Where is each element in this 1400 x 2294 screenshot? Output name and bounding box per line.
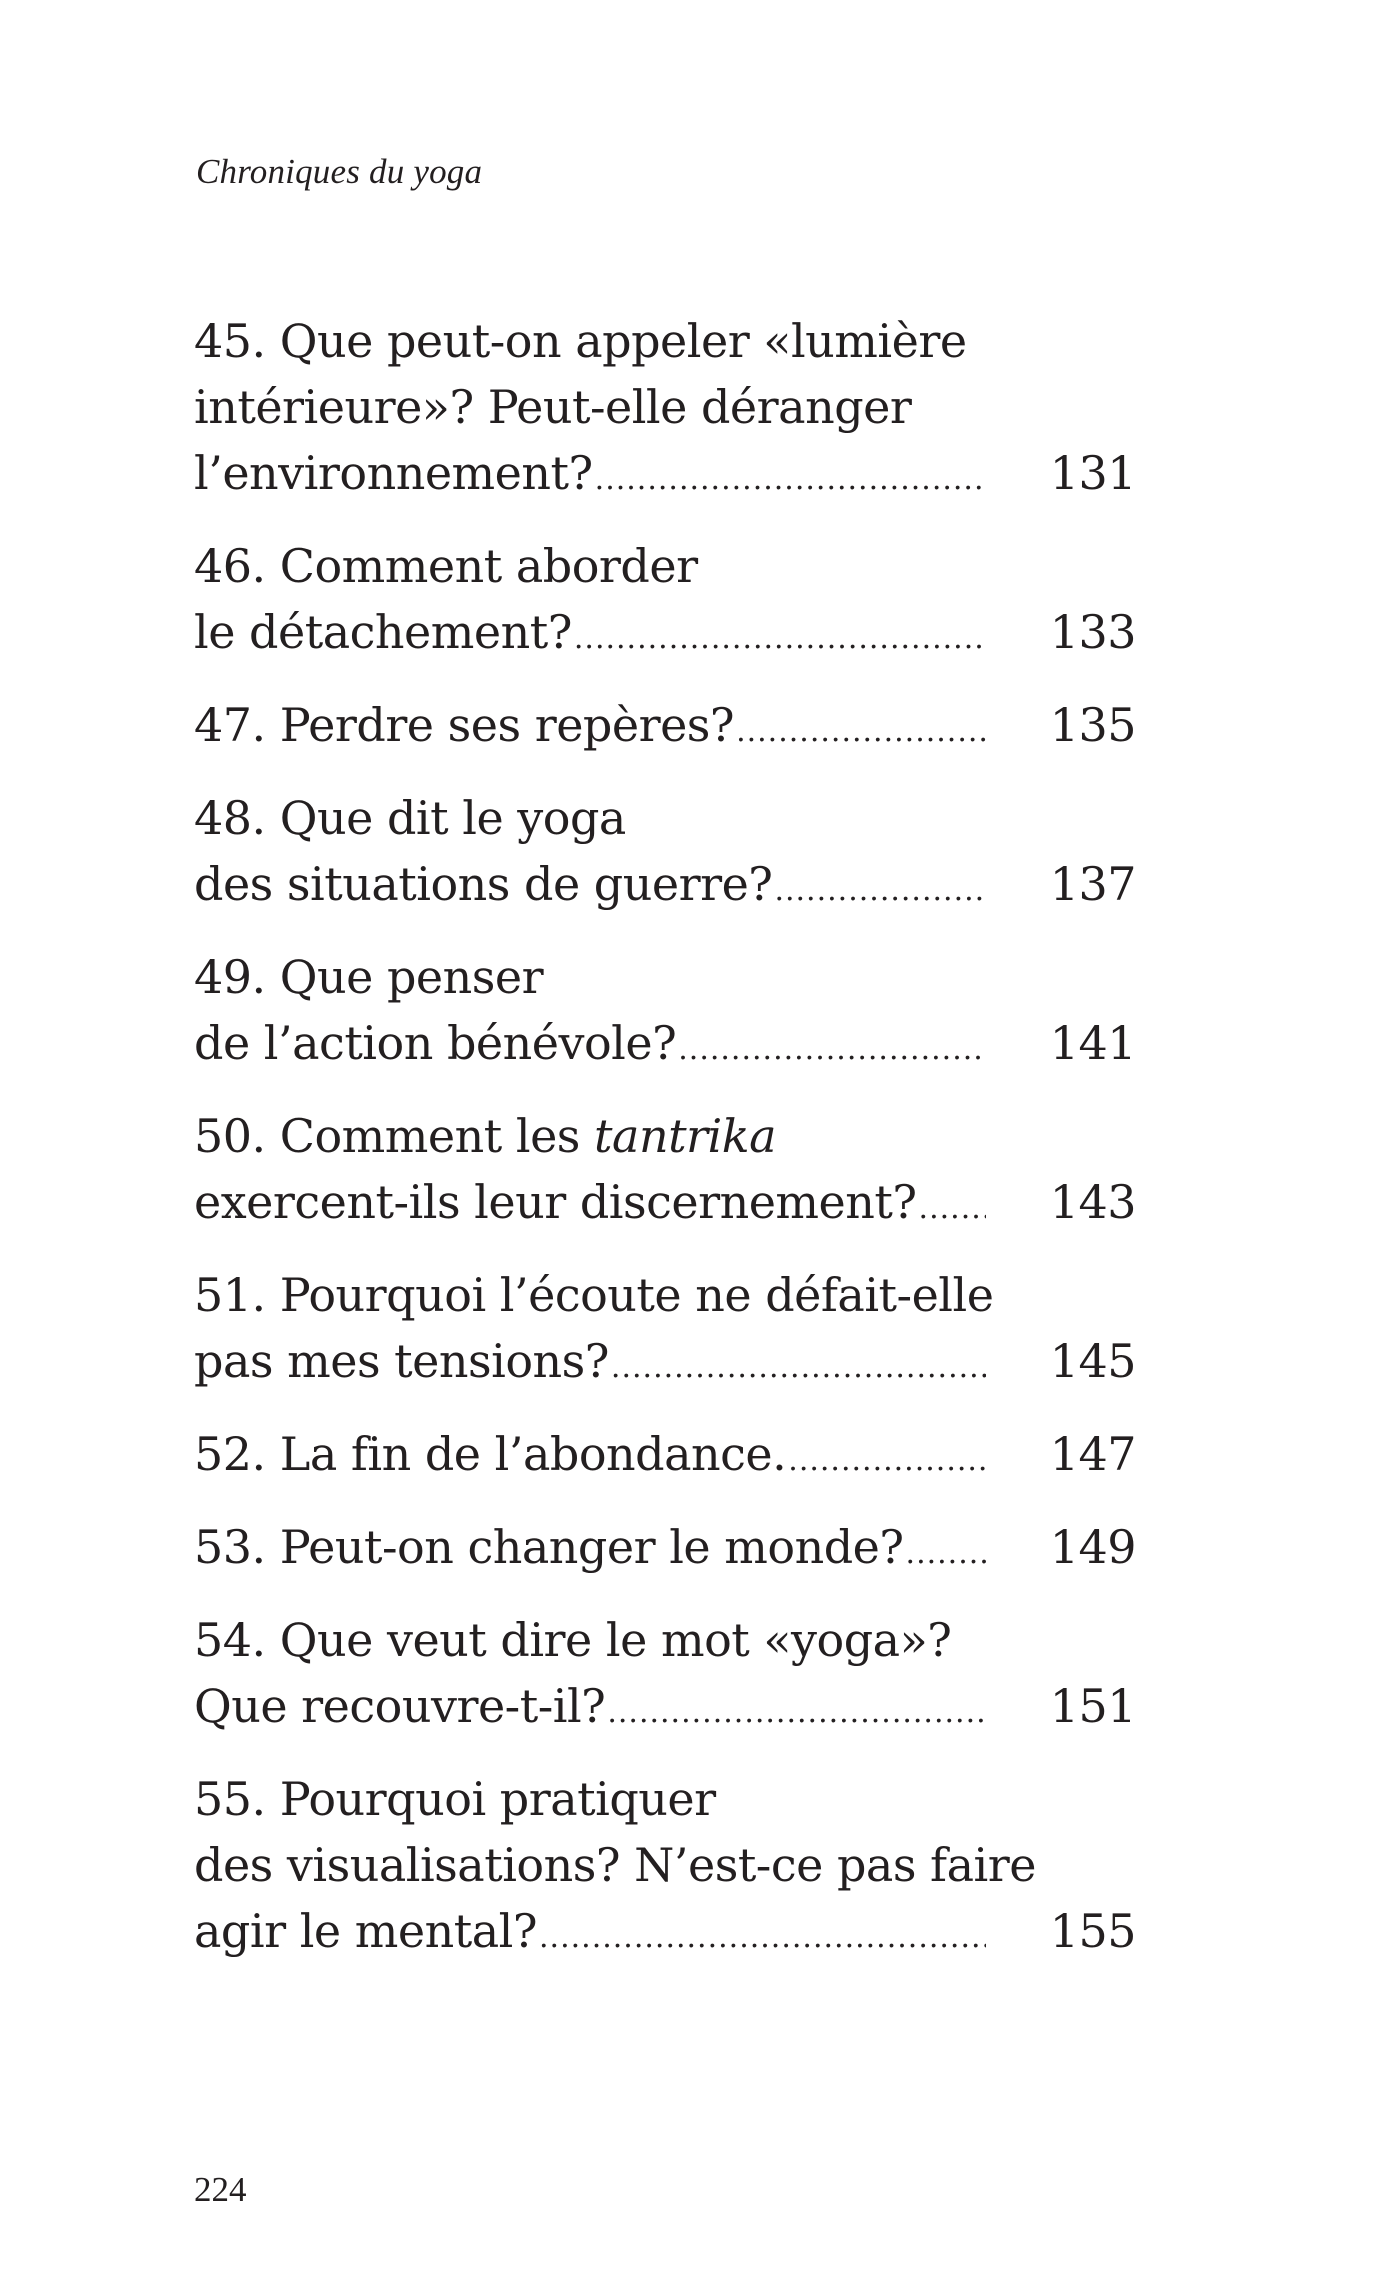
- page-number: 141: [1049, 1016, 1136, 1070]
- page-number: 143: [1049, 1175, 1136, 1229]
- dot-leader: [611, 1335, 986, 1401]
- page-number: 155: [1049, 1904, 1136, 1958]
- entry-title-italic: tantrika: [594, 1109, 777, 1163]
- entry-title-text: 50. Comment les: [194, 1109, 595, 1163]
- page-number: 151: [1049, 1679, 1136, 1733]
- entry-title-line: 46. Comment aborder: [194, 539, 698, 593]
- table-of-contents: [194, 308, 1136, 1991]
- page-number: 137: [1049, 857, 1136, 911]
- dot-leader: [736, 699, 986, 765]
- entry-title-line: exercent-ils leur discernement?: [194, 1175, 917, 1229]
- dot-leader: [788, 1428, 986, 1494]
- toc-entry-47[interactable]: [194, 692, 1136, 758]
- entry-title-line: Que recouvre-t-il?: [194, 1679, 606, 1733]
- entry-title-line: l’environnement?: [194, 446, 593, 500]
- dot-leader: [595, 447, 986, 513]
- toc-entry-50[interactable]: [194, 1103, 1136, 1235]
- toc-entry-46[interactable]: [194, 533, 1136, 665]
- toc-entry-52[interactable]: [194, 1421, 1136, 1487]
- dot-leader: [774, 858, 986, 924]
- entry-title-line: des situations de guerre?: [194, 857, 773, 911]
- dot-leader: [574, 606, 986, 672]
- dot-leader: [678, 1017, 986, 1083]
- page-number: 135: [1049, 698, 1136, 752]
- entry-title-line: 47. Perdre ses repères?: [194, 698, 735, 752]
- page-folio: 224: [194, 2170, 247, 2209]
- entry-title-line: intérieure»? Peut-elle déranger: [194, 380, 912, 434]
- toc-entry-48[interactable]: [194, 785, 1136, 917]
- dot-leader: [607, 1680, 986, 1746]
- page-number: 145: [1049, 1334, 1136, 1388]
- entry-title-line: des visualisations? N’est-ce pas faire: [194, 1838, 1036, 1892]
- toc-entry-55[interactable]: [194, 1766, 1136, 1964]
- entry-title-line: [194, 1103, 1136, 1169]
- entry-title-line: 53. Peut-on changer le monde?: [194, 1520, 904, 1574]
- page-number: 147: [1049, 1427, 1136, 1481]
- running-head: Chroniques du yoga: [196, 152, 483, 191]
- dot-leader: [919, 1176, 986, 1242]
- entry-title-line: 49. Que penser: [194, 950, 544, 1004]
- entry-title-line: 45. Que peut-on appeler «lumière: [194, 314, 967, 368]
- entry-title-line: pas mes tensions?: [194, 1334, 609, 1388]
- dot-leader: [906, 1521, 986, 1587]
- entry-title-line: 52. La fin de l’abondance.: [194, 1427, 787, 1481]
- entry-title-line: 48. Que dit le yoga: [194, 791, 626, 845]
- entry-title-line: 51. Pourquoi l’écoute ne défait-elle: [194, 1268, 994, 1322]
- page-number: 149: [1049, 1520, 1136, 1574]
- page-number: 133: [1049, 605, 1136, 659]
- entry-title-line: le détachement?: [194, 605, 572, 659]
- entry-title-line: 55. Pourquoi pratiquer: [194, 1772, 716, 1826]
- page-number: 131: [1049, 446, 1136, 500]
- dot-leader: [539, 1905, 986, 1971]
- toc-entry-53[interactable]: [194, 1514, 1136, 1580]
- entry-title-line: agir le mental?: [194, 1904, 538, 1958]
- toc-entry-45[interactable]: [194, 308, 1136, 506]
- toc-entry-54[interactable]: [194, 1607, 1136, 1739]
- toc-entry-49[interactable]: [194, 944, 1136, 1076]
- entry-title-line: 54. Que veut dire le mot «yoga»?: [194, 1613, 952, 1667]
- toc-entry-51[interactable]: [194, 1262, 1136, 1394]
- entry-title-line: de l’action bénévole?: [194, 1016, 677, 1070]
